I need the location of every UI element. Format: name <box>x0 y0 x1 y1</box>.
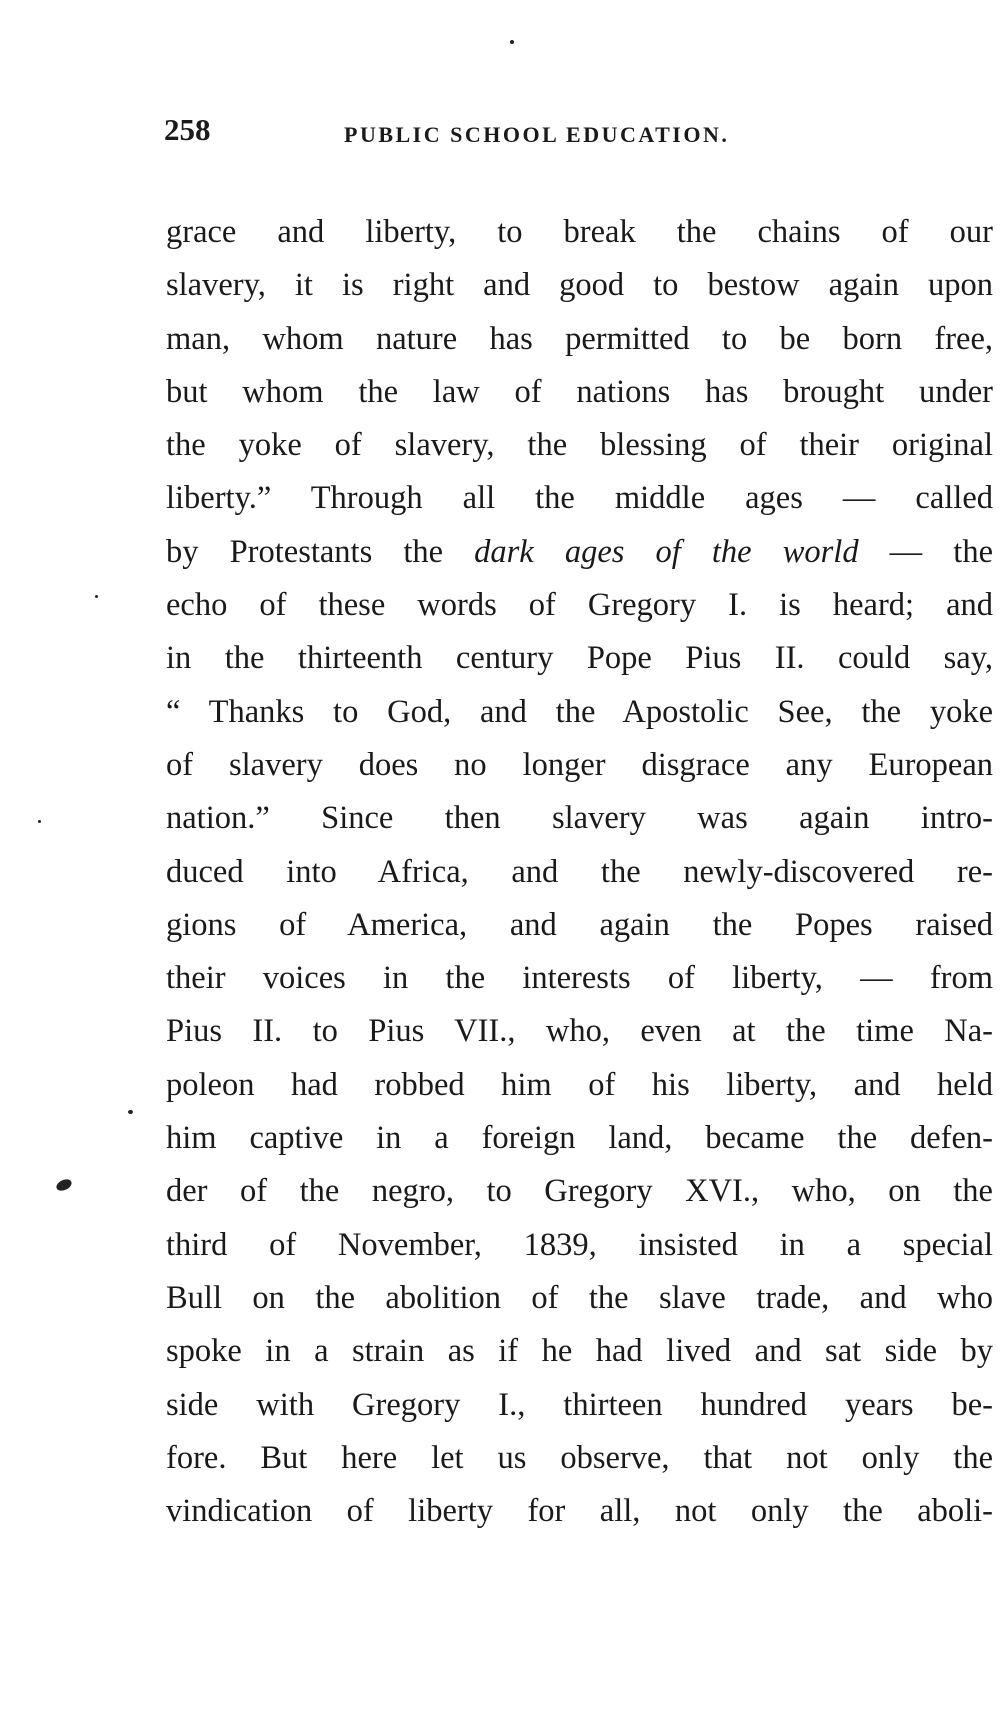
running-head: PUBLIC SCHOOL EDUCATION. <box>344 122 730 147</box>
text-line: gions of America, and again the Popes raised <box>166 906 993 943</box>
body-text <box>166 206 993 1538</box>
text-line: poleon had robbed him of his liberty, and held <box>166 1066 993 1103</box>
text-line: liberty.” Through all the middle ages — called <box>166 480 993 517</box>
text-line: grace and liberty, to break the chains of our <box>166 214 993 250</box>
ink-speck <box>55 1177 74 1193</box>
text-line: but whom the law of nations has brought under <box>166 373 993 410</box>
page-number: 258 <box>164 112 211 147</box>
text-line <box>166 526 993 579</box>
text-line: “ Thanks to God, and the Apostolic See, the yoke <box>166 693 993 730</box>
text-line: spoke in a strain as if he had lived and sat side by <box>166 1333 993 1370</box>
text-line: him captive in a foreign land, became the defen- <box>166 1120 993 1157</box>
text-line: Pius II. to Pius VII., who, even at the time Na- <box>166 1013 993 1050</box>
text-line: their voices in the interests of liberty, — from <box>166 960 993 997</box>
text-line: side with Gregory I., thirteen hundred years be- <box>166 1386 993 1423</box>
text-line: vindication of liberty for all, not only the aboli- <box>166 1493 993 1530</box>
text-line: Bull on the abolition of the slave trade, and who <box>166 1279 993 1316</box>
text-line: der of the negro, to Gregory XVI., who, on the <box>166 1173 993 1210</box>
text-segment: — the <box>858 533 993 570</box>
text-line: man, whom nature has permitted to be born free, <box>166 320 993 357</box>
ink-speck <box>510 40 514 44</box>
page-header <box>164 112 864 152</box>
text-line: in the thirteenth century Pope Pius II. could say, <box>166 640 993 677</box>
ink-speck <box>128 1110 133 1114</box>
text-line: of slavery does no longer disgrace any European <box>166 746 993 783</box>
text-line: slavery, it is right and good to bestow again upon <box>166 267 993 304</box>
text-line: third of November, 1839, insisted in a special <box>166 1226 993 1263</box>
ink-speck <box>38 820 41 823</box>
text-segment: by Protestants the <box>166 533 475 570</box>
ink-speck <box>95 595 98 598</box>
text-line: nation.” Since then slavery was again intro- <box>166 800 993 837</box>
text-line: fore. But here let us observe, that not only the <box>166 1439 993 1476</box>
text-line: duced into Africa, and the newly-discovered re- <box>166 853 993 890</box>
text-line: the yoke of slavery, the blessing of their original <box>166 427 993 464</box>
italic-phrase: dark ages of the world <box>474 533 859 570</box>
text-line: echo of these words of Gregory I. is heard; and <box>166 587 993 624</box>
